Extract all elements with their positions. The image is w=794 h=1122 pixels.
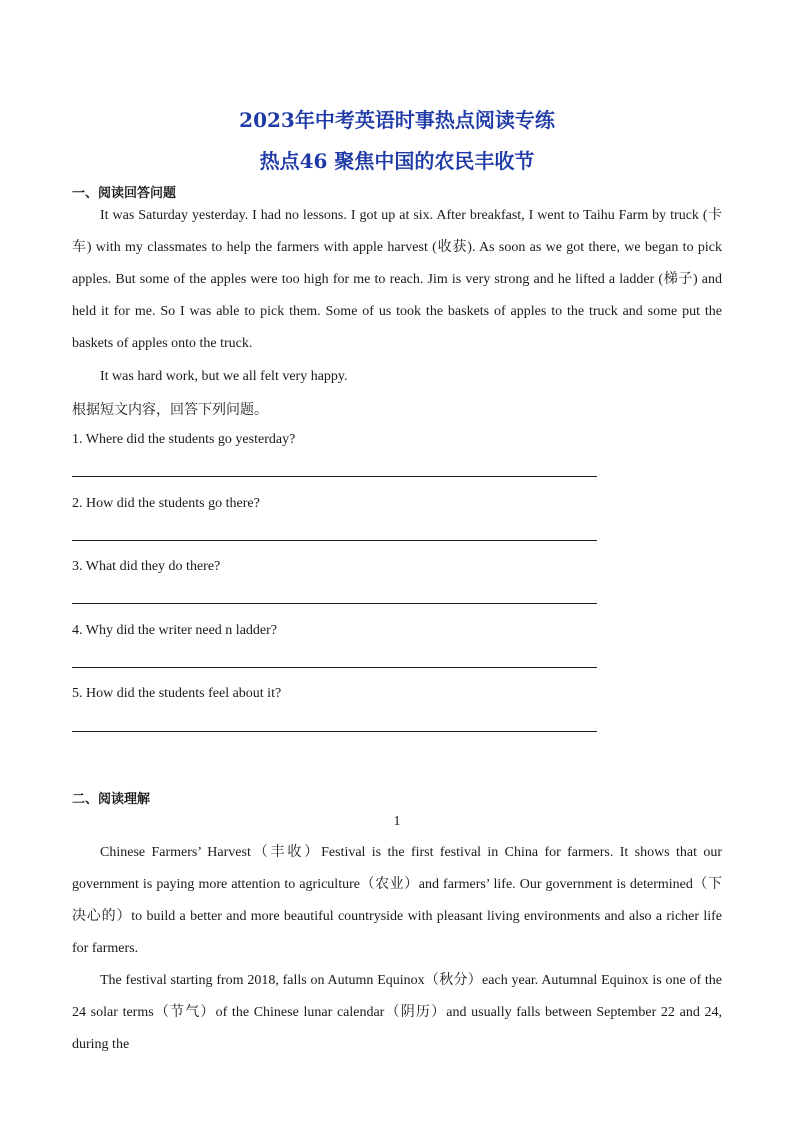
passage-number: 1 <box>393 814 401 829</box>
passage-paragraph: It was hard work, but we all felt very happy. <box>100 369 348 384</box>
passage-paragraph: The festival starting from 2018, falls on Autumn Equinox（秋分）each year. Autumnal Equinox is one of the 24 solar terms（节气）of the Chinese lunar calendar（阴历）and usually falls between September 22 and 24, during the <box>72 973 722 1052</box>
answer-line-5[interactable] <box>72 731 597 732</box>
answer-line-4[interactable] <box>72 667 597 668</box>
question-1: 1. Where did the students go yesterday? <box>72 432 296 447</box>
question-3: 3. What did they do there? <box>72 559 221 574</box>
question-4: 4. Why did the writer need n ladder? <box>72 623 278 638</box>
passage-paragraph: It was Saturday yesterday. I had no lessons. I got up at six. After breakfast, I went to Taihu Farm by truck (卡车) with my classmates to help the farmers with apple harvest (收获). As soon as we got there, we began to pick apples. But some of the apples were too high for me to reach. Jim is very strong and he lifted a ladder (梯子) and held it for me. So I was able to pick them. Some of us took the baskets of apples to the truck and some put the baskets of apples onto the truck. <box>72 208 722 351</box>
answer-line-3[interactable] <box>72 603 597 604</box>
question-5: 5. How did the students feel about it? <box>72 686 282 701</box>
passage-paragraph: Chinese Farmers’ Harvest（丰收）Festival is the first festival in China for farmers. It shows that our government is paying more attention to agriculture（农业）and farmers’ life. Our government is determined（下决心的）to build a better and more beautiful countryside with pleasant living environments and also a richer life for farmers. <box>72 845 722 956</box>
answer-line-2[interactable] <box>72 540 597 541</box>
question-2: 2. How did the students go there? <box>72 496 260 511</box>
answer-line-1[interactable] <box>72 476 597 477</box>
section-1-heading: 一、阅读回答问题 <box>72 186 177 201</box>
instruction-text: 根据短文内容，回答下列问题。 <box>72 403 268 418</box>
section-2-heading: 二、阅读理解 <box>72 792 151 807</box>
page-subtitle: 热点46 聚焦中国的农民丰收节 <box>259 149 535 173</box>
page-title: 2023年中考英语时事热点阅读专练 <box>239 108 555 132</box>
